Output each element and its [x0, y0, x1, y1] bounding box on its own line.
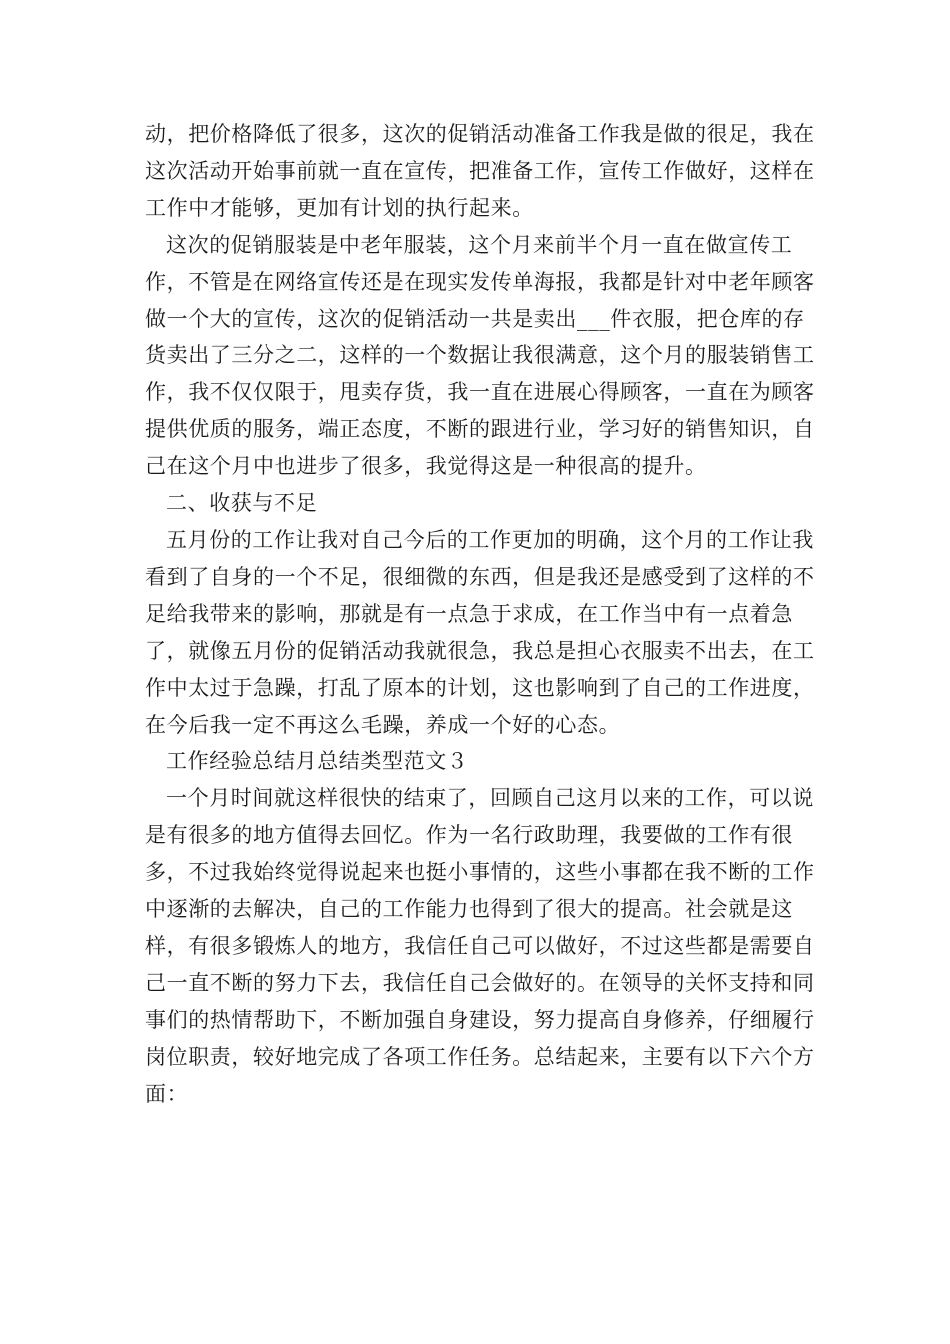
paragraph-promotion: 这次的促销服装是中老年服装，这个月来前半个月一直在做宣传工作，不管是在网络宣传还是在现实发传单海报，我都是针对中老年顾客做一个大的宣传，这次的促销活动一共是卖出___件衣服，把仓库的存货卖出了三分之二，这样的一个数据让我很满意，这个月的服装销售工作，我不仅仅限于，甩卖存货，我一直在进展心得顾客，一直在为顾客提供优质的服务，端正态度，不断的跟进行业，学习好的销售知识，自己在这个月中也进步了很多，我觉得这是一种很高的提升。 [145, 232, 815, 479]
section-heading-sample-3: 工作经验总结月总结类型范文３ [166, 749, 469, 774]
paragraph-gains-shortcomings: 五月份的工作让我对自己今后的工作更加的明确，这个月的工作让我看到了自身的一个不足，很细微的东西，但是我还是感受到了这样的不足给我带来的影响，那就是有一点急于求成，在工作当中有一点着急了，就像五月份的促销活动我就很急，我总是担心衣服卖不出去，在工作中太过于急躁，打乱了原本的计划，这也影响到了自己的工作进度，在今后我一定不再这么毛躁，养成一个好的心态。 [145, 527, 815, 737]
document-body [145, 116, 815, 1112]
paragraph-sample-3-intro: 一个月时间就这样很快的结束了，回顾自己这月以来的工作，可以说是有很多的地方值得去回忆。作为一名行政助理，我要做的工作有很多，不过我始终觉得说起来也挺小事情的，这些小事都在我不断的工作中逐渐的去解决，自己的工作能力也得到了很大的提高。社会就是这样，有很多锻炼人的地方，我信任自己可以做好，不过这些都是需要自己一直不断的努力下去，我信任自己会做好的。在领导的关怀支持和同事们的热情帮助下，不断加强自身建设，努力提高自身修养，仔细履行岗位职责，较好地完成了各项工作任务。总结起来，主要有以下六个方面： [145, 786, 815, 1106]
paragraph-continuation: 动，把价格降低了很多，这次的促销活动准备工作我是做的很足，我在这次活动开始事前就一直在宣传，把准备工作，宣传工作做好，这样在工作中才能够，更加有计划的执行起来。 [145, 122, 815, 220]
section-heading-gains-shortcomings: 二、收获与不足 [166, 491, 318, 516]
